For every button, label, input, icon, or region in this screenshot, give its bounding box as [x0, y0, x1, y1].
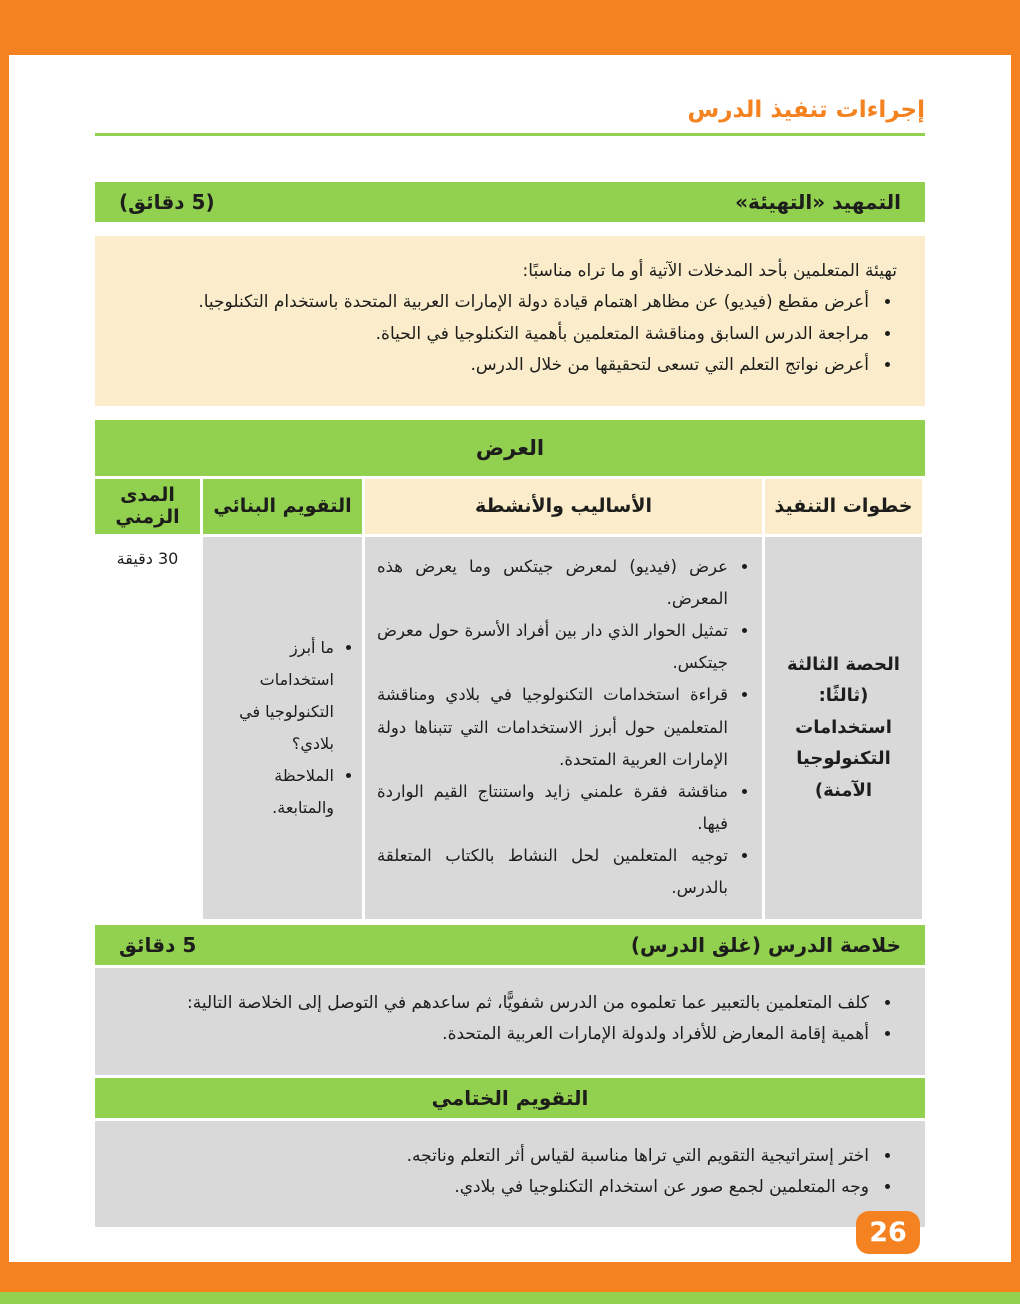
presentation-table	[92, 476, 925, 922]
final-assessment-title: التقويم الختامي	[431, 1085, 589, 1110]
final-assessment-bullet-list	[123, 1141, 897, 1204]
intro-bullet: • أعرض نواتج التعلم التي تسعى لتحقيقها من خلال الدرس.	[123, 350, 873, 381]
cell-duration: 30 دقيقة	[94, 535, 202, 920]
intro-body	[95, 236, 925, 406]
final-assessment-body	[95, 1121, 925, 1228]
intro-bullet: • مراجعة الدرس السابق ومناقشة المتعلمين بأهمية التكنلوجيا في الحياة.	[123, 319, 873, 350]
right-orange-band	[1011, 0, 1020, 1304]
intro-bullet-list	[123, 287, 897, 381]
methods-bullet-list	[377, 551, 752, 905]
intro-header-title: التمهيد «التهيئة»	[735, 190, 901, 214]
intro-bullet: • أعرض مقطع (فيديو) عن مظاهر اهتمام قيادة دولة الإمارات العربية المتحدة باستخدام التكنلوجيا.	[123, 287, 873, 318]
closure-header-bar	[95, 925, 925, 965]
closure-bullet: • أهمية إقامة المعارض للأفراد ولدولة الإمارات العربية المتحدة.	[123, 1019, 873, 1050]
bottom-green-band	[0, 1292, 1020, 1304]
cell-steps: الحصة الثالثة (ثالثًا: استخدامات التكنولوجيا الآمنة)	[764, 535, 924, 920]
methods-bullet: • تمثيل الحوار الذي دار بين أفراد الأسرة حول معرض جيتكس.	[377, 615, 730, 679]
intro-header-bar	[95, 182, 925, 222]
cell-assessment	[202, 535, 364, 920]
bottom-orange-band	[0, 1262, 1020, 1292]
closure-header-title: خلاصة الدرس (غلق الدرس)	[630, 932, 901, 957]
top-orange-band	[0, 0, 1020, 55]
page-content	[95, 55, 925, 1227]
closure-header-duration: 5 دقائق	[119, 932, 197, 957]
left-orange-band	[0, 0, 9, 1304]
header-duration: المدى الزمني	[94, 477, 202, 535]
intro-header-duration: (5 دقائق)	[119, 190, 215, 214]
page-number-badge: 26	[856, 1211, 920, 1254]
final-assessment-bullet: • اختر إستراتيجية التقويم التي تراها مناسبة لقياس أثر التعلم وناتجه.	[123, 1141, 873, 1172]
cell-methods	[364, 535, 764, 920]
closure-bullet: • كلف المتعلمين بالتعبير عما تعلموه من الدرس شفويًّا، ثم ساعدهم في التوصل إلى الخلاصة التالية:	[123, 988, 873, 1019]
table-header-row	[94, 477, 924, 535]
header-assessment: التقويم البنائي	[202, 477, 364, 535]
methods-bullet: • توجيه المتعلمين لحل النشاط بالكتاب المتعلقة بالدرس.	[377, 840, 730, 904]
closure-body	[95, 968, 925, 1075]
final-assessment-header-bar	[95, 1078, 925, 1118]
intro-lead: تهيئة المتعلمين بأحد المدخلات الآتية أو ما تراه مناسبًا:	[522, 261, 897, 281]
assessment-bullet-list	[211, 632, 354, 824]
methods-bullet: • عرض (فيديو) لمعرض جيتكس وما يعرض هذه المعرض.	[377, 551, 730, 615]
assessment-bullet: • الملاحظة والمتابعة.	[211, 760, 334, 824]
presentation-title: العرض	[475, 435, 545, 460]
title-divider	[95, 133, 925, 136]
header-steps: خطوات التنفيذ	[764, 477, 924, 535]
final-assessment-bullet: • وجه المتعلمين لجمع صور عن استخدام التكنلوجيا في بلادي.	[123, 1172, 873, 1203]
assessment-bullet: • ما أبرز استخدامات التكنولوجيا في بلادي؟	[211, 632, 334, 760]
methods-bullet: • مناقشة فقرة علمني زايد واستنتاج القيم الواردة فيها.	[377, 776, 730, 840]
methods-bullet: • قراءة استخدامات التكنولوجيا في بلادي ومناقشة المتعلمين حول أبرز الاستخدامات التي تتبناها دولة الإمارات العربية المتحدة.	[377, 679, 730, 776]
closure-bullet-list	[123, 988, 897, 1051]
header-methods: الأساليب والأنشطة	[364, 477, 764, 535]
presentation-header-bar	[95, 420, 925, 476]
page-title: إجراءات تنفيذ الدرس	[687, 97, 925, 123]
table-row	[94, 535, 924, 920]
